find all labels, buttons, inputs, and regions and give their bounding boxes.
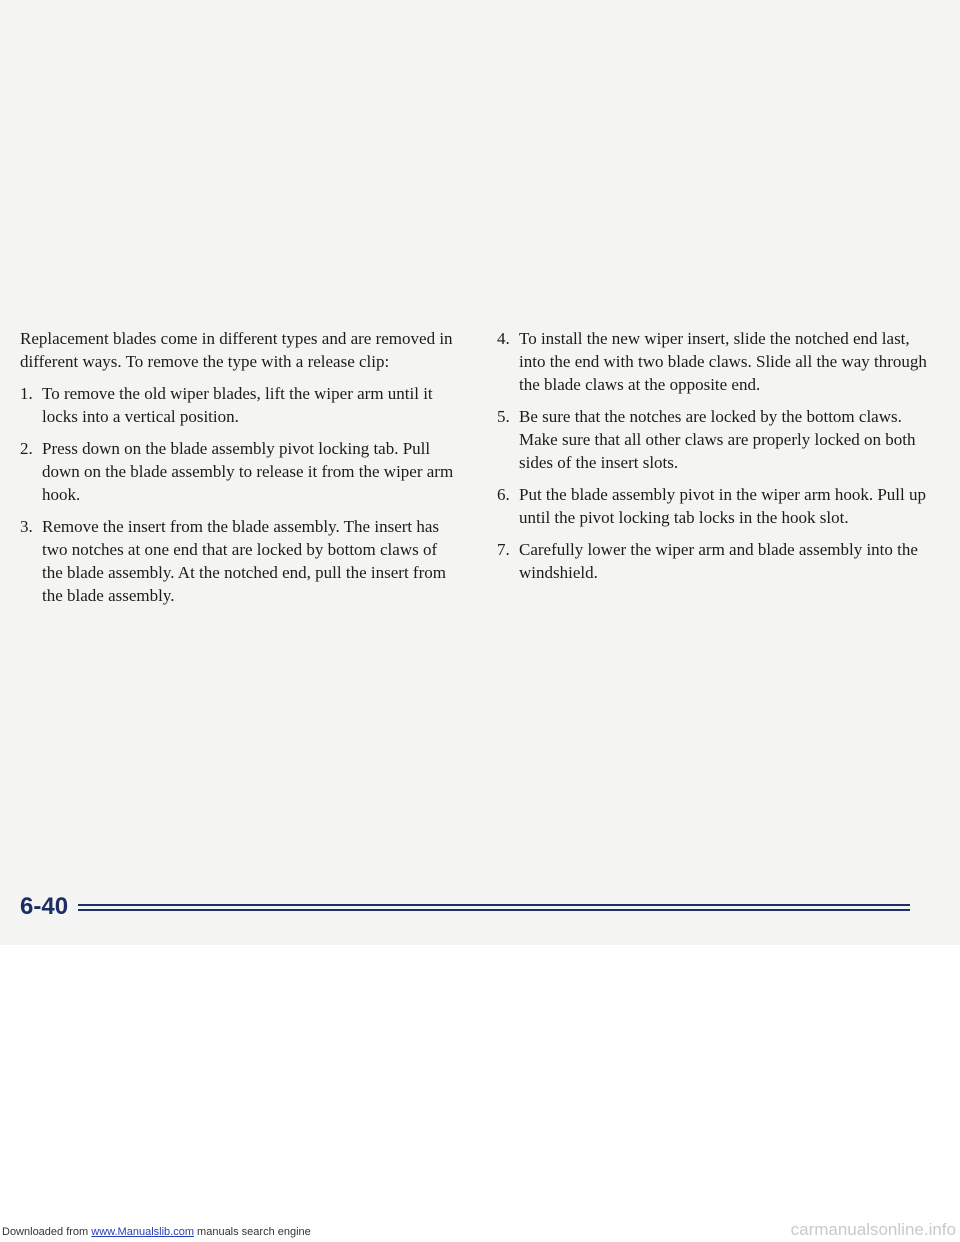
footer-rule-line (78, 904, 910, 906)
page-footer (20, 890, 910, 924)
steps-list-left (20, 382, 460, 607)
step-text: Carefully lower the wiper arm and blade assembly into the windshield. (519, 540, 918, 582)
step-item (497, 483, 927, 529)
step-text: To remove the old wiper blades, lift the wiper arm until it locks into a vertical position. (42, 384, 433, 426)
download-prefix: Downloaded from (2, 1226, 89, 1238)
step-number: 1. (20, 384, 33, 403)
step-number: 4. (497, 329, 510, 348)
step-text: Be sure that the notches are locked by the bottom claws. Make sure that all other claws are properly locked on both sides of the insert slots. (519, 407, 916, 472)
step-number: 3. (20, 517, 33, 536)
step-item (20, 382, 460, 428)
step-text: To install the new wiper insert, slide the notched end last, into the end with two blade claws. Slide all the way through the blade claws at the opposite end. (519, 329, 927, 394)
step-number: 5. (497, 407, 510, 426)
footer-double-rule (78, 904, 910, 911)
step-item (497, 327, 927, 396)
step-item (20, 437, 460, 506)
download-suffix: manuals search engine (197, 1226, 311, 1238)
manualslib-link[interactable]: www.Manualslib.com (91, 1226, 194, 1238)
right-column (497, 327, 927, 593)
step-item (497, 538, 927, 584)
step-text: Put the blade assembly pivot in the wiper arm hook. Pull up until the pivot locking tab locks in the hook slot. (519, 485, 927, 527)
step-number: 2. (20, 439, 33, 458)
step-text: Remove the insert from the blade assembly. The insert has two notches at one end that are locked by bottom claws of the blade assembly. At the notched end, pull the insert from the blade assembly. (42, 517, 446, 605)
step-text: Press down on the blade assembly pivot locking tab. Pull down on the blade assembly to release it from the wiper arm hook. (42, 439, 454, 504)
step-item (20, 515, 460, 607)
left-column (20, 327, 460, 616)
footer-rule-line (78, 909, 910, 911)
step-item (497, 405, 927, 474)
intro-paragraph: Replacement blades come in different types and are removed in different ways. To remove the type with a release clip: (20, 329, 453, 371)
step-number: 7. (497, 540, 510, 559)
watermark-text: carmanualsonline.info (790, 1220, 956, 1239)
page-number: 6-40 (20, 893, 69, 920)
download-notice (2, 1225, 311, 1239)
step-number: 6. (497, 485, 510, 504)
steps-list-right (497, 327, 927, 584)
